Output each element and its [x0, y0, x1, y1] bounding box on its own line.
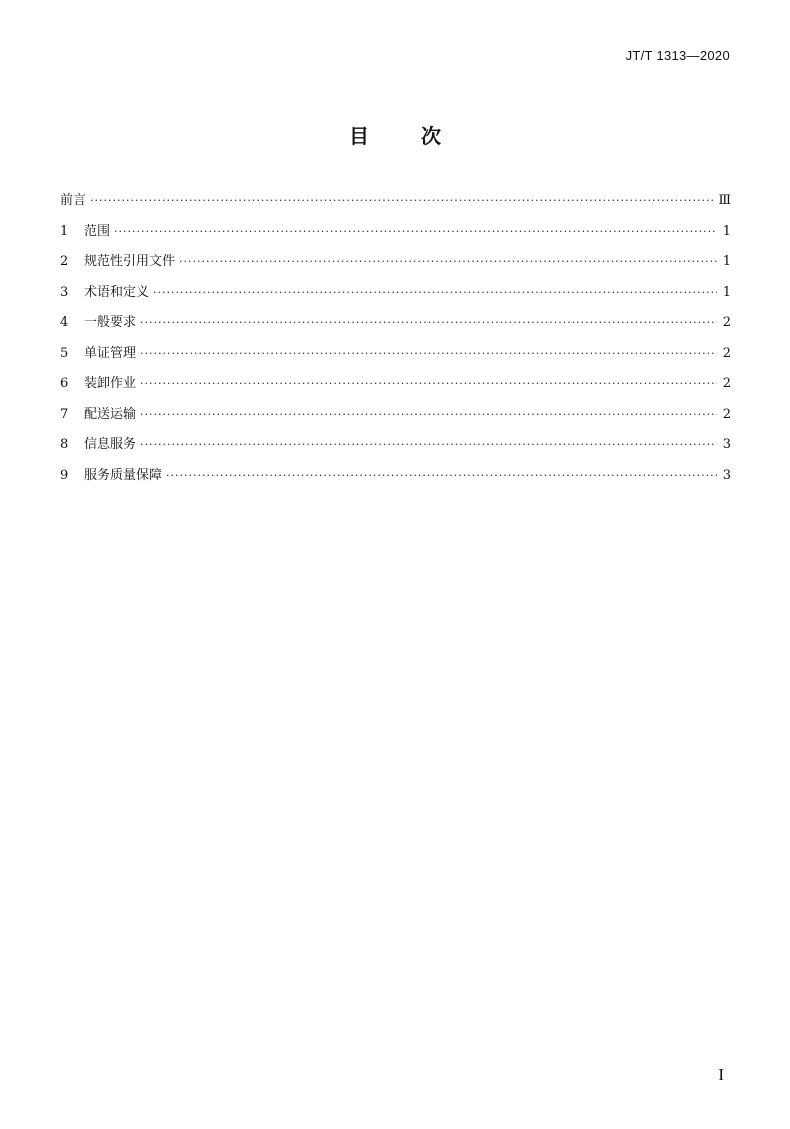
- toc-entry-preface[interactable]: [60, 186, 731, 217]
- toc-label: 一般要求: [84, 315, 137, 330]
- table-of-contents: [60, 186, 731, 491]
- toc-section-number: 5: [60, 345, 69, 361]
- toc-label: 前言: [60, 193, 87, 208]
- toc-entry-3[interactable]: [60, 278, 731, 309]
- toc-page-number: Ⅲ: [718, 193, 731, 208]
- toc-page-number: 3: [722, 467, 731, 483]
- page-title: [0, 120, 790, 149]
- toc-page-number: 2: [722, 345, 731, 361]
- toc-page-number: 3: [722, 437, 731, 452]
- page-number: I: [718, 1065, 724, 1084]
- toc-section-number: 2: [60, 254, 69, 269]
- toc-entry-6[interactable]: [60, 369, 731, 400]
- toc-entry-2[interactable]: [60, 247, 731, 278]
- toc-entry-1[interactable]: [60, 217, 731, 248]
- toc-leader-dots: [140, 430, 717, 461]
- toc-leader-dots: [140, 400, 717, 431]
- title-char-2: 次: [421, 124, 441, 148]
- toc-page-number: 2: [722, 376, 731, 391]
- toc-label: 单证管理: [84, 345, 137, 361]
- toc-label: 范围: [84, 223, 111, 239]
- toc-label: 术语和定义: [84, 284, 150, 300]
- toc-label: 配送运输: [84, 406, 137, 422]
- toc-page-number: 2: [722, 406, 731, 422]
- toc-entry-4[interactable]: [60, 308, 731, 339]
- toc-section-number: 8: [60, 437, 69, 452]
- toc-section-number: 6: [60, 376, 69, 391]
- title-char-1: 目: [349, 124, 369, 148]
- toc-label: 装卸作业: [84, 376, 137, 391]
- toc-label: 服务质量保障: [84, 467, 163, 483]
- toc-page-number: 1: [722, 254, 731, 269]
- toc-entry-5[interactable]: [60, 339, 731, 370]
- toc-leader-dots: [140, 369, 717, 400]
- toc-page-number: 1: [722, 284, 731, 300]
- toc-entry-9[interactable]: [60, 461, 731, 492]
- toc-leader-dots: [166, 461, 717, 492]
- toc-label: 规范性引用文件: [84, 254, 176, 269]
- standard-code: JT/T 1313—2020: [625, 48, 730, 63]
- toc-leader-dots: [140, 308, 717, 339]
- toc-section-number: 3: [60, 284, 69, 300]
- toc-leader-dots: [140, 339, 717, 370]
- toc-leader-dots: [114, 217, 717, 248]
- toc-page-number: 1: [722, 223, 731, 239]
- toc-leader-dots: [153, 278, 717, 309]
- toc-entry-8[interactable]: [60, 430, 731, 461]
- toc-page-number: 2: [722, 315, 731, 330]
- toc-section-number: 1: [60, 223, 69, 239]
- toc-label: 信息服务: [84, 437, 137, 452]
- toc-section-number: 4: [60, 315, 69, 330]
- toc-leader-dots: [179, 247, 717, 278]
- toc-entry-7[interactable]: [60, 400, 731, 431]
- toc-section-number: 9: [60, 467, 69, 483]
- toc-leader-dots: [90, 186, 714, 217]
- toc-section-number: 7: [60, 406, 69, 422]
